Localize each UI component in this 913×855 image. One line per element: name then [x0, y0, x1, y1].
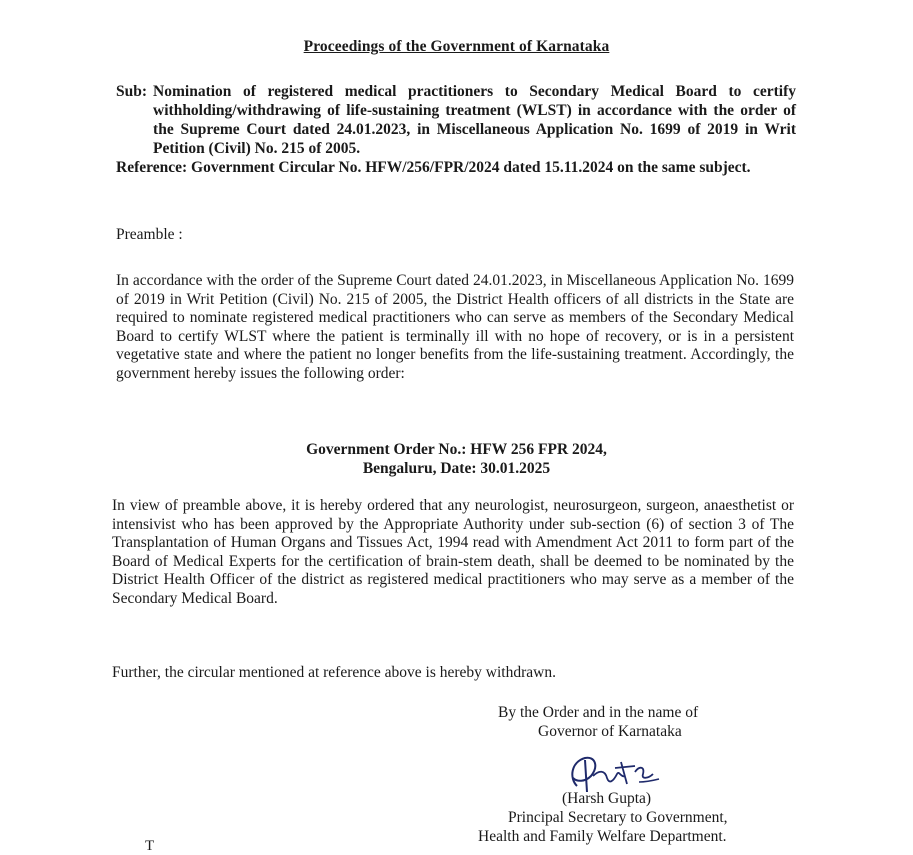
order-number: Government Order No.: HFW 256 FPR 2024,	[306, 441, 607, 458]
subject-text: Nomination of registered medical practitioners to Secondary Medical Board to certify withholding/withdrawing of life-sustaining treatment (WLST) in accordance with the order of the Supreme Court dated 24.01.2023, in Miscellaneous Application No. 1699 of 2019 in Writ Petition (Civil) No. 215 of 2005.	[153, 83, 796, 157]
subject-label: Sub:	[116, 83, 148, 100]
document-title: Proceedings of the Government of Karnataka	[303, 38, 610, 55]
preamble-label: Preamble :	[116, 226, 183, 243]
preamble-paragraph: In accordance with the order of the Supreme Court dated 24.01.2023, in Miscellaneous Application No. 1699 of 2019 in Writ Petition (Civil) No. 215 of 2005, the District Health officers of all districts in the State are required to nominate registered medical practitioners who can serve as members of the Secondary Medical Board to certify WLST where the patient is terminally ill with no hope of recovery, or is in a persistent vegetative state and where the patient no longer benefits from the life-sustaining treatment. Accordingly, the government hereby issues the following order:	[116, 272, 794, 382]
subject-block	[116, 82, 796, 177]
withdrawal-paragraph: Further, the circular mentioned at reference above is hereby withdrawn.	[112, 664, 556, 681]
signatory-department: Health and Family Welfare Department.	[478, 828, 727, 845]
by-order-line: By the Order and in the name of	[498, 704, 699, 721]
reference-line: Reference: Government Circular No. HFW/256/FPR/2024 dated 15.11.2024 on the same subject.	[116, 159, 751, 176]
signature-block	[478, 703, 788, 846]
signatory-name: (Harsh Gupta)	[562, 790, 652, 807]
signature-spacer	[478, 741, 788, 789]
order-heading	[0, 440, 913, 478]
governor-line: Governor of Karnataka	[538, 723, 682, 740]
order-paragraph: In view of preamble above, it is hereby ordered that any neurologist, neurosurgeon, surgeon, anaesthetist or intensivist who has been approved by the Appropriate Authority under sub-section (6) of section 3 of The Transplantation of Human Organs and Tissues Act, 1994 read with Amendment Act 2011 to form part of the Board of Medical Experts for the certification of brain-stem death, shall be deemed to be nominated by the District Health Officer of the district as registered medical practitioners who may serve as a member of the Secondary Medical Board.	[112, 497, 794, 607]
cut-off-text: T	[145, 838, 155, 854]
subject-row	[116, 82, 796, 158]
signatory-designation: Principal Secretary to Government,	[508, 809, 728, 826]
order-place-date: Bengaluru, Date: 30.01.2025	[362, 460, 551, 477]
